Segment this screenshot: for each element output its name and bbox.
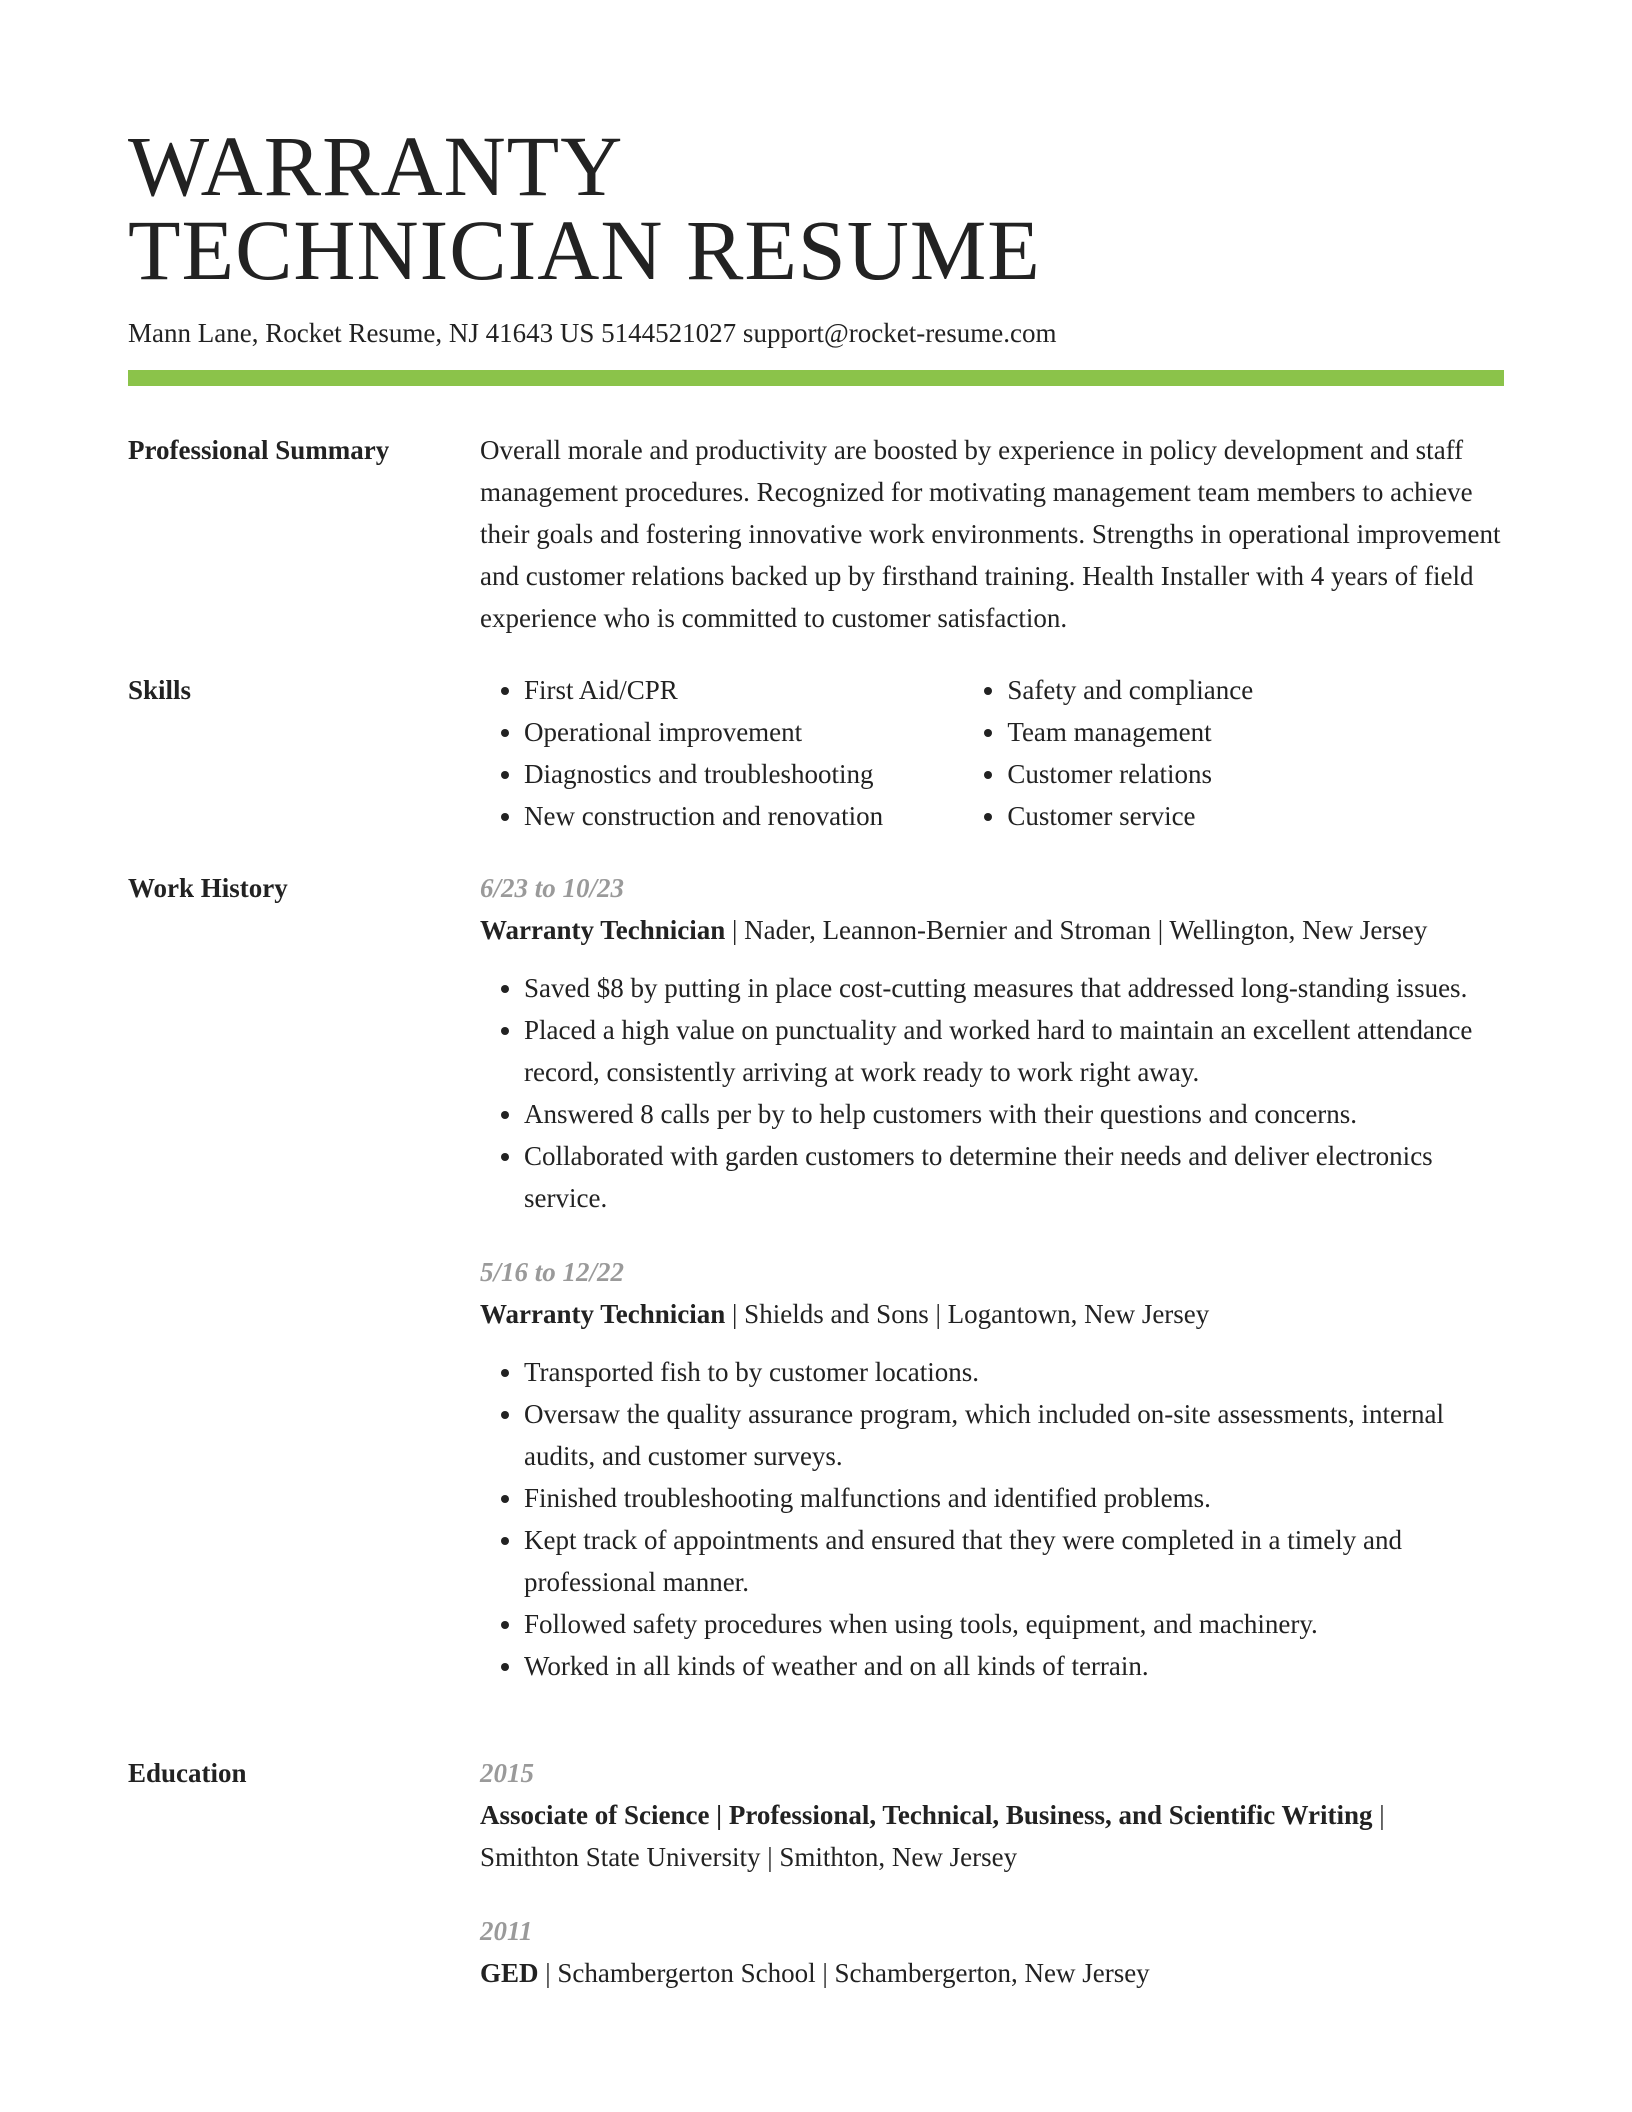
job-employer-location: | Shields and Sons | Logantown, New Jersey	[725, 1299, 1210, 1329]
contact-info: Mann Lane, Rocket Resume, NJ 41643 US 5144521027 support@rocket-resume.com	[128, 318, 1057, 348]
title-line-2: TECHNICIAN RESUME	[128, 202, 1041, 298]
skill-item: • Customer relations	[1007, 753, 1504, 795]
education-separator: |	[1372, 1800, 1385, 1830]
job-header	[480, 909, 1504, 951]
skill-item: • Diagnostics and troubleshooting	[524, 753, 963, 795]
education-degree: GED	[480, 1958, 539, 1988]
job-header	[480, 1293, 1504, 1335]
skills-column-1	[480, 669, 963, 837]
job-bullets	[480, 1351, 1504, 1687]
section-label-summary: Professional Summary	[128, 435, 390, 465]
job-bullet: • Finished troubleshooting malfunctions and identified problems.	[524, 1477, 1504, 1519]
job-bullet: • Kept track of appointments and ensured that they were completed in a timely and professional manner.	[524, 1519, 1504, 1603]
job-bullet: • Placed a high value on punctuality and worked hard to maintain an excellent attendance record, consistently arriving at work ready to work right away.	[524, 1009, 1504, 1093]
job-dates: 6/23 to 10/23	[480, 873, 625, 903]
education-year: 2011	[480, 1916, 533, 1946]
work-history-body	[480, 867, 1504, 1687]
skill-item: • First Aid/CPR	[524, 669, 963, 711]
section-label-work-history: Work History	[128, 873, 288, 903]
education-school-location: Smithton State University | Smithton, New Jersey	[480, 1842, 1018, 1872]
education-body	[480, 1752, 1504, 1994]
job-title: Warranty Technician	[480, 915, 726, 945]
title-line-1: WARRANTY	[128, 118, 624, 214]
education-degree: Associate of Science | Professional, Technical, Business, and Scientific Writing	[480, 1800, 1373, 1830]
page-title	[128, 118, 1041, 298]
skill-item: • New construction and renovation	[524, 795, 963, 837]
education-header	[480, 1794, 1504, 1878]
skill-item: • Safety and compliance	[1007, 669, 1504, 711]
summary-text: Overall morale and productivity are boosted by experience in policy development and staff management procedures. Recognized for motivating management team members to achieve their goals and fostering innovative work environments. Strengths in operational improvement and customer relations backed up by firsthand training. Health Installer with 4 years of field experience who is committed to customer satisfaction.	[480, 435, 1501, 633]
job-bullet: • Saved $8 by putting in place cost-cutting measures that addressed long-standing issues.	[524, 967, 1504, 1009]
section-label-education: Education	[128, 1758, 247, 1788]
job-bullets	[480, 967, 1504, 1219]
skill-item: • Customer service	[1007, 795, 1504, 837]
job-bullet: • Transported fish to by customer locations.	[524, 1351, 1504, 1393]
education-entry	[480, 1752, 1504, 1878]
job-bullet: • Worked in all kinds of weather and on all kinds of terrain.	[524, 1645, 1504, 1687]
job-bullet: • Followed safety procedures when using tools, equipment, and machinery.	[524, 1603, 1504, 1645]
education-school-location: | Schambergerton School | Schambergerton, New Jersey	[538, 1958, 1150, 1988]
accent-divider	[128, 370, 1504, 386]
skills-body	[480, 669, 1504, 837]
skills-column-2	[963, 669, 1504, 837]
skill-item: • Operational improvement	[524, 711, 963, 753]
job-bullet: • Oversaw the quality assurance program, which included on-site assessments, internal audits, and customer surveys.	[524, 1393, 1504, 1477]
job-title: Warranty Technician	[480, 1299, 726, 1329]
job-entry	[480, 1251, 1504, 1687]
skill-item: • Team management	[1007, 711, 1504, 753]
job-employer-location: | Nader, Leannon-Bernier and Stroman | Wellington, New Jersey	[725, 915, 1428, 945]
job-bullet: • Answered 8 calls per by to help customers with their questions and concerns.	[524, 1093, 1504, 1135]
education-entry	[480, 1910, 1504, 1994]
job-entry	[480, 867, 1504, 1219]
education-header	[480, 1952, 1504, 1994]
job-dates: 5/16 to 12/22	[480, 1257, 625, 1287]
section-label-skills: Skills	[128, 675, 192, 705]
job-bullet: • Collaborated with garden customers to determine their needs and deliver electronics service.	[524, 1135, 1504, 1219]
summary-body	[480, 429, 1504, 639]
education-year: 2015	[480, 1758, 534, 1788]
